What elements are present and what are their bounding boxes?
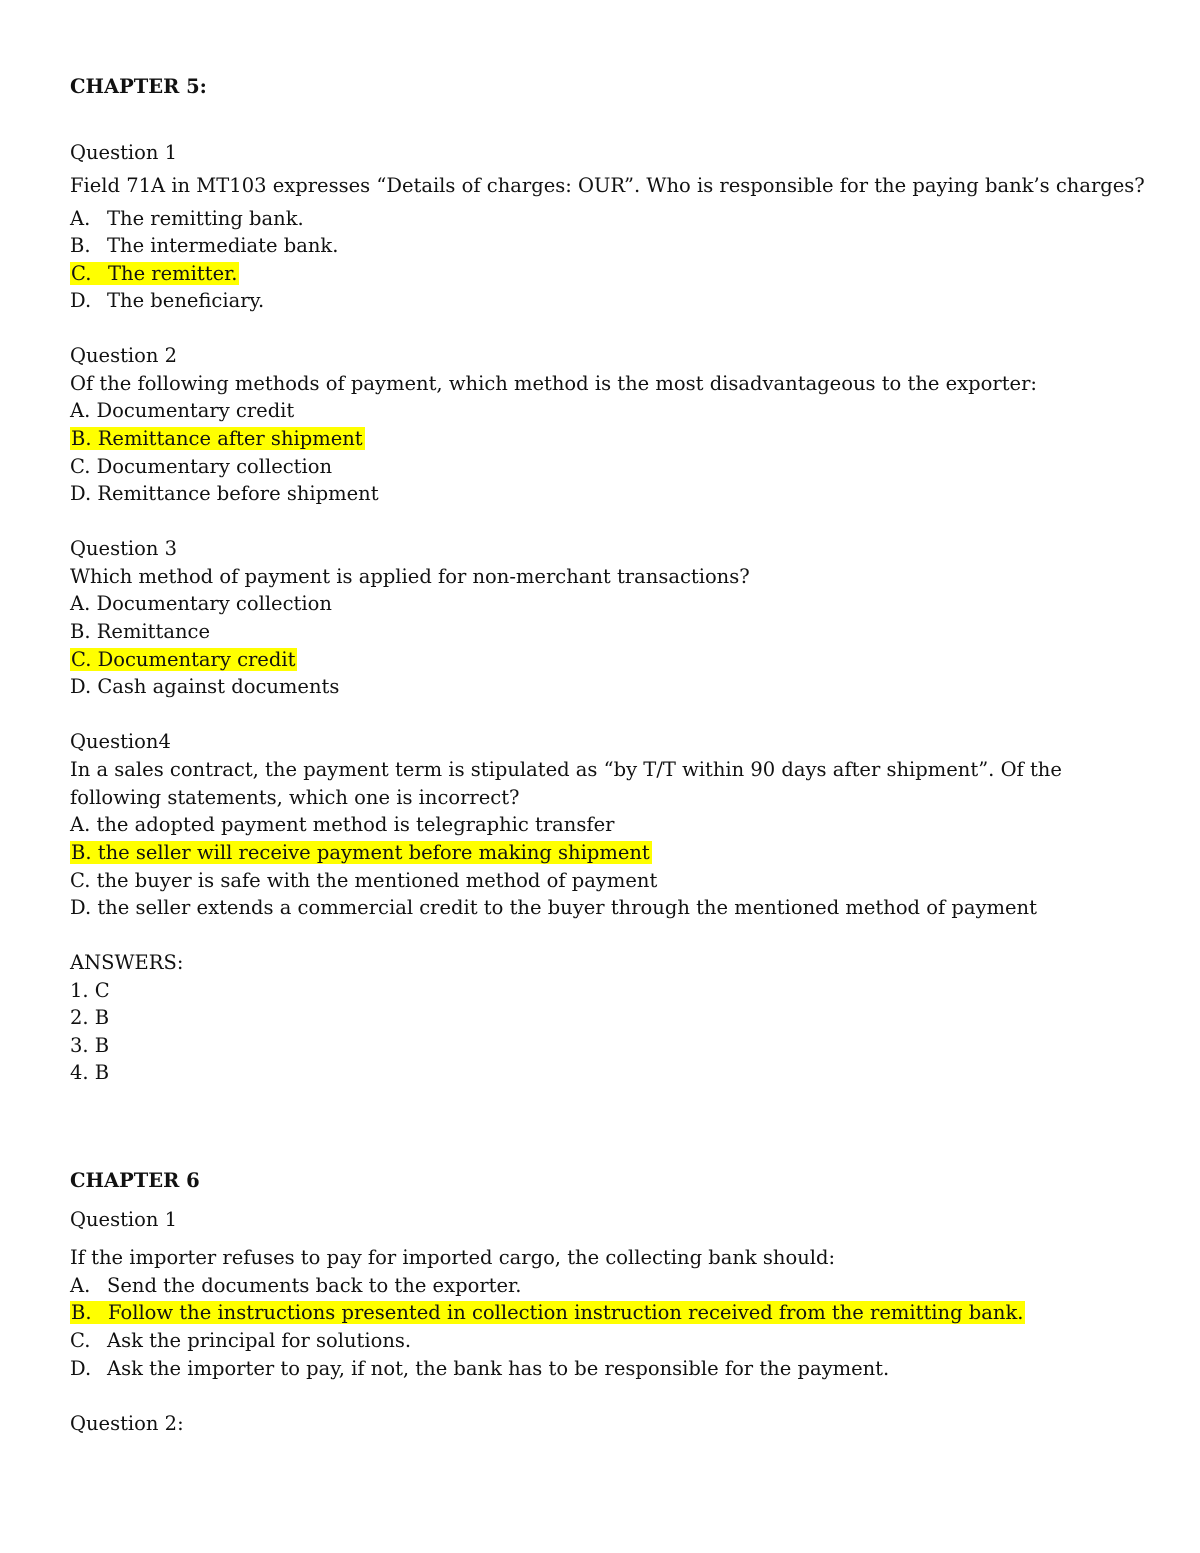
ch5-q3-option-d: D. Cash against documents [70, 675, 340, 698]
ch5-q2-text: Of the following methods of payment, which method is the most disadvantageous to the exporter: [70, 372, 1037, 395]
ch5-q1-text: Field 71A in MT103 expresses “Details of charges: OUR”. Who is responsible for the paying bank’s charges? [70, 174, 1145, 197]
ch5-q1-label: Question 1 [70, 141, 178, 164]
answer-highlight [70, 262, 239, 285]
chapter-6-title: CHAPTER 6 [70, 1169, 200, 1192]
ch5-q4-text-line2: following statements, which one is incorrect? [70, 786, 520, 809]
option-text: The beneficiary. [107, 289, 265, 312]
option-text: Send the documents back to the exporter. [107, 1274, 522, 1297]
option-text: Follow the instructions presented in collection instruction received from the remitting bank. [108, 1301, 1024, 1324]
option-letter: C. [71, 262, 92, 285]
ch5-q2-label: Question 2 [70, 344, 178, 367]
chapter-5-title: CHAPTER 5: [70, 75, 207, 98]
ch5-q1-option-d [70, 287, 264, 314]
answer-highlight: B. the seller will receive payment before making shipment [71, 841, 650, 864]
option-text: The remitter. [108, 262, 238, 285]
ch6-q1-text: If the importer refuses to pay for imported cargo, the collecting bank should: [70, 1246, 836, 1269]
ch5-q2-option-b-highlighted [70, 425, 365, 452]
ch5-q1-option-a [70, 205, 304, 232]
ch5-answer-1: 1. C [70, 979, 110, 1002]
option-text: Ask the principal for solutions. [107, 1329, 412, 1352]
ch5-answers-label: ANSWERS: [70, 951, 184, 974]
ch6-q1-label: Question 1 [70, 1208, 178, 1231]
ch5-q4-option-b-highlighted [70, 839, 652, 866]
ch5-q2-option-c: C. Documentary collection [70, 455, 333, 478]
option-letter: D. [70, 1357, 92, 1380]
option-text: The remitting bank. [107, 207, 304, 230]
ch6-q2-label: Question 2: [70, 1412, 184, 1435]
ch5-q3-label: Question 3 [70, 537, 178, 560]
ch5-q3-option-c-highlighted [70, 646, 297, 673]
option-text: The intermediate bank. [107, 234, 339, 257]
ch5-q4-option-a: A. the adopted payment method is telegraphic transfer [70, 813, 615, 836]
option-letter: C. [70, 1329, 91, 1352]
ch5-q2-option-d: D. Remittance before shipment [70, 482, 379, 505]
ch5-q4-option-c: C. the buyer is safe with the mentioned method of payment [70, 869, 658, 892]
ch5-answer-2: 2. B [70, 1006, 110, 1029]
ch5-q3-text: Which method of payment is applied for non-merchant transactions? [70, 565, 750, 588]
ch5-q4-text-line1: In a sales contract, the payment term is stipulated as “by T/T within 90 days after shipment”. Of the [70, 758, 1062, 781]
ch5-q3-option-b: B. Remittance [70, 620, 210, 643]
option-letter: D. [70, 289, 92, 312]
ch6-q1-option-b-highlighted [70, 1299, 1025, 1326]
ch5-q4-option-d: D. the seller extends a commercial credit to the buyer through the mentioned method of payment [70, 896, 1037, 919]
ch5-q4-label: Question4 [70, 730, 171, 753]
answer-highlight: B. Remittance after shipment [71, 427, 363, 450]
option-letter: B. [70, 234, 91, 257]
option-letter: A. [70, 1274, 91, 1297]
answer-highlight: C. Documentary credit [71, 648, 296, 671]
ch5-q3-option-a: A. Documentary collection [70, 592, 332, 615]
option-letter: A. [70, 207, 91, 230]
ch5-q2-option-a: A. Documentary credit [70, 399, 295, 422]
ch5-q1-option-c-highlighted [70, 260, 239, 287]
option-letter: B. [71, 1301, 92, 1324]
ch5-answer-3: 3. B [70, 1034, 110, 1057]
ch6-q1-option-a [70, 1272, 521, 1299]
option-text: Ask the importer to pay, if not, the bank has to be responsible for the payment. [107, 1357, 890, 1380]
ch5-q1-option-b [70, 232, 338, 259]
ch5-answer-4: 4. B [70, 1061, 110, 1084]
ch6-q1-option-c [70, 1327, 411, 1354]
answer-highlight [70, 1301, 1025, 1324]
ch6-q1-option-d [70, 1355, 889, 1382]
